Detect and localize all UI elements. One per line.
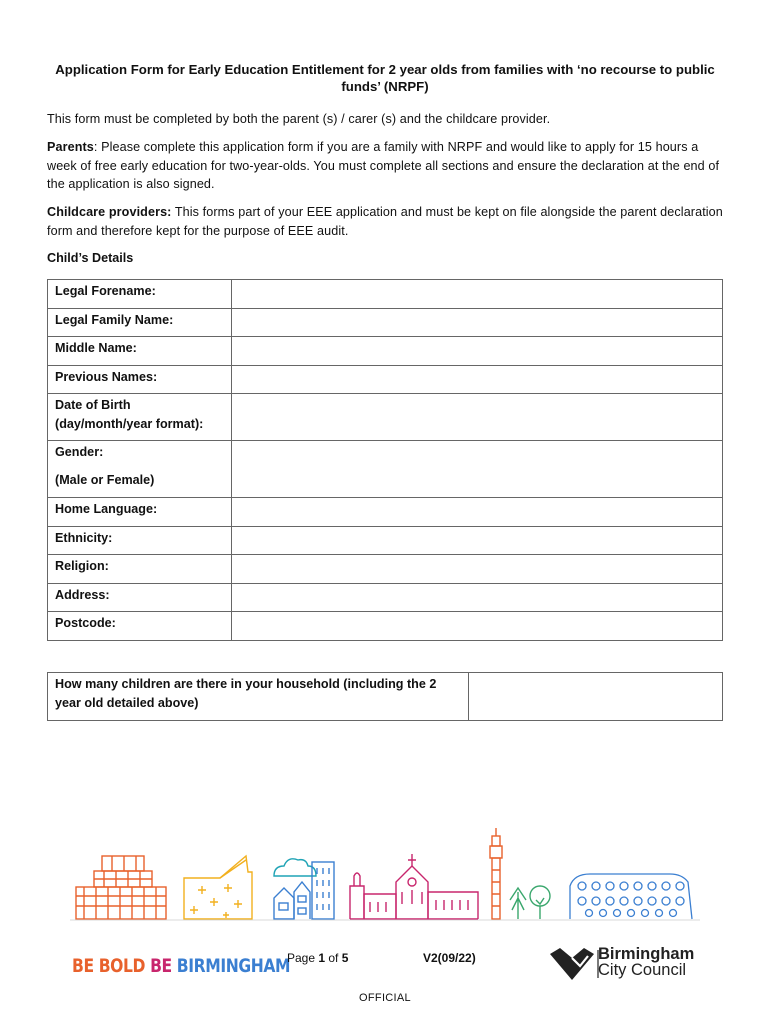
parents-text: : Please complete this application form if you are a family with NRPF and would like to apply for 15 hours a week of free early education for two-year-olds. You must complete all sections and ensure the declaration at the end of the application is also signed. (47, 140, 720, 191)
table-row (48, 366, 723, 394)
ethnicity-field[interactable] (232, 527, 722, 543)
slogan-part1: BE BOLD (72, 955, 151, 977)
parents-paragraph (47, 138, 727, 194)
field-label: Date of Birth (day/month/year format): (48, 394, 232, 441)
page-prefix: Page (287, 951, 319, 965)
field-label: Religion: (48, 555, 232, 584)
address-input[interactable] (232, 584, 723, 612)
providers-paragraph (47, 203, 727, 240)
field-label: Legal Forename: (48, 280, 232, 309)
page-total: 5 (341, 951, 349, 965)
parents-label: Parents (47, 140, 94, 154)
home-language-input[interactable] (232, 498, 723, 527)
gender-label: Gender: (55, 445, 104, 459)
table-row (48, 441, 723, 498)
table-row (48, 498, 723, 527)
legal-forename-input[interactable] (232, 280, 723, 309)
postcode-field[interactable] (232, 612, 722, 628)
religion-field[interactable] (232, 555, 722, 571)
section-heading-child-details: Child’s Details (47, 251, 134, 265)
household-question: How many children are there in your household (including the 2 year old detailed above) (48, 673, 469, 721)
field-label: Ethnicity: (48, 527, 232, 555)
legal-family-name-field[interactable] (232, 309, 722, 325)
household-count-input[interactable] (469, 673, 723, 721)
library-building-icon (76, 856, 166, 919)
middle-name-field[interactable] (232, 337, 722, 353)
gallery-building-icon (184, 856, 252, 919)
classification-label: OFFICIAL (359, 992, 411, 1004)
bullring-building-icon (570, 874, 692, 919)
providers-text: This forms part of your EEE application and must be kept on file alongside the parent declaration form and therefore kept for the purpose of EEE audit. (47, 205, 723, 238)
table-row (48, 394, 723, 441)
heart-icon (550, 948, 594, 980)
home-language-field[interactable] (232, 498, 722, 514)
household-count-field[interactable] (469, 673, 722, 720)
previous-names-field[interactable] (232, 366, 722, 382)
trees-icon (510, 886, 550, 919)
field-label (48, 441, 232, 498)
cloud-icon (274, 859, 316, 876)
table-row (48, 280, 723, 309)
gender-sub-label: (Male or Female) (55, 473, 155, 487)
religion-input[interactable] (232, 555, 723, 584)
form-title: Application Form for Early Education Entitlement for 2 year olds from families with ‘no recourse to public funds’ (NRPF) (55, 62, 715, 94)
council-line2: City Council (598, 961, 687, 979)
field-label: Previous Names: (48, 366, 232, 394)
field-label: Home Language: (48, 498, 232, 527)
legal-family-name-input[interactable] (232, 309, 723, 337)
table-row (48, 612, 723, 641)
household-table (47, 672, 723, 721)
ethnicity-input[interactable] (232, 527, 723, 555)
child-details-table (47, 279, 723, 641)
birmingham-skyline-illustration (70, 826, 700, 922)
houses-icon (274, 862, 334, 919)
bt-tower-icon (490, 828, 502, 919)
table-row (48, 527, 723, 555)
slogan-logo (72, 955, 290, 977)
gender-field[interactable] (232, 441, 722, 457)
slogan-part3: BIRMINGHAM (176, 955, 291, 977)
intro-text: This form must be completed by both the parent (s) / carer (s) and the childcare provider. (47, 112, 551, 126)
field-label: Postcode: (48, 612, 232, 641)
gender-input[interactable] (232, 441, 723, 498)
postcode-input[interactable] (232, 612, 723, 641)
table-row (48, 337, 723, 366)
version-label: V2(09/22) (423, 951, 476, 965)
council-house-icon (350, 854, 478, 919)
table-row (48, 555, 723, 584)
field-label: Legal Family Name: (48, 309, 232, 337)
council-name (598, 946, 694, 978)
table-row (48, 309, 723, 337)
page-of: of (325, 951, 342, 965)
date-of-birth-input[interactable] (232, 394, 723, 441)
date-of-birth-field[interactable] (232, 394, 722, 410)
table-row (48, 673, 723, 721)
slogan-part2: BE (150, 955, 177, 977)
field-label: Middle Name: (48, 337, 232, 366)
page-number (287, 951, 348, 965)
previous-names-input[interactable] (232, 366, 723, 394)
address-field[interactable] (232, 584, 722, 600)
providers-label: Childcare providers: (47, 205, 172, 219)
page-current: 1 (318, 951, 326, 965)
field-label: Address: (48, 584, 232, 612)
middle-name-input[interactable] (232, 337, 723, 366)
legal-forename-field[interactable] (232, 280, 722, 296)
table-row (48, 584, 723, 612)
council-line1: Birmingham (598, 945, 695, 963)
